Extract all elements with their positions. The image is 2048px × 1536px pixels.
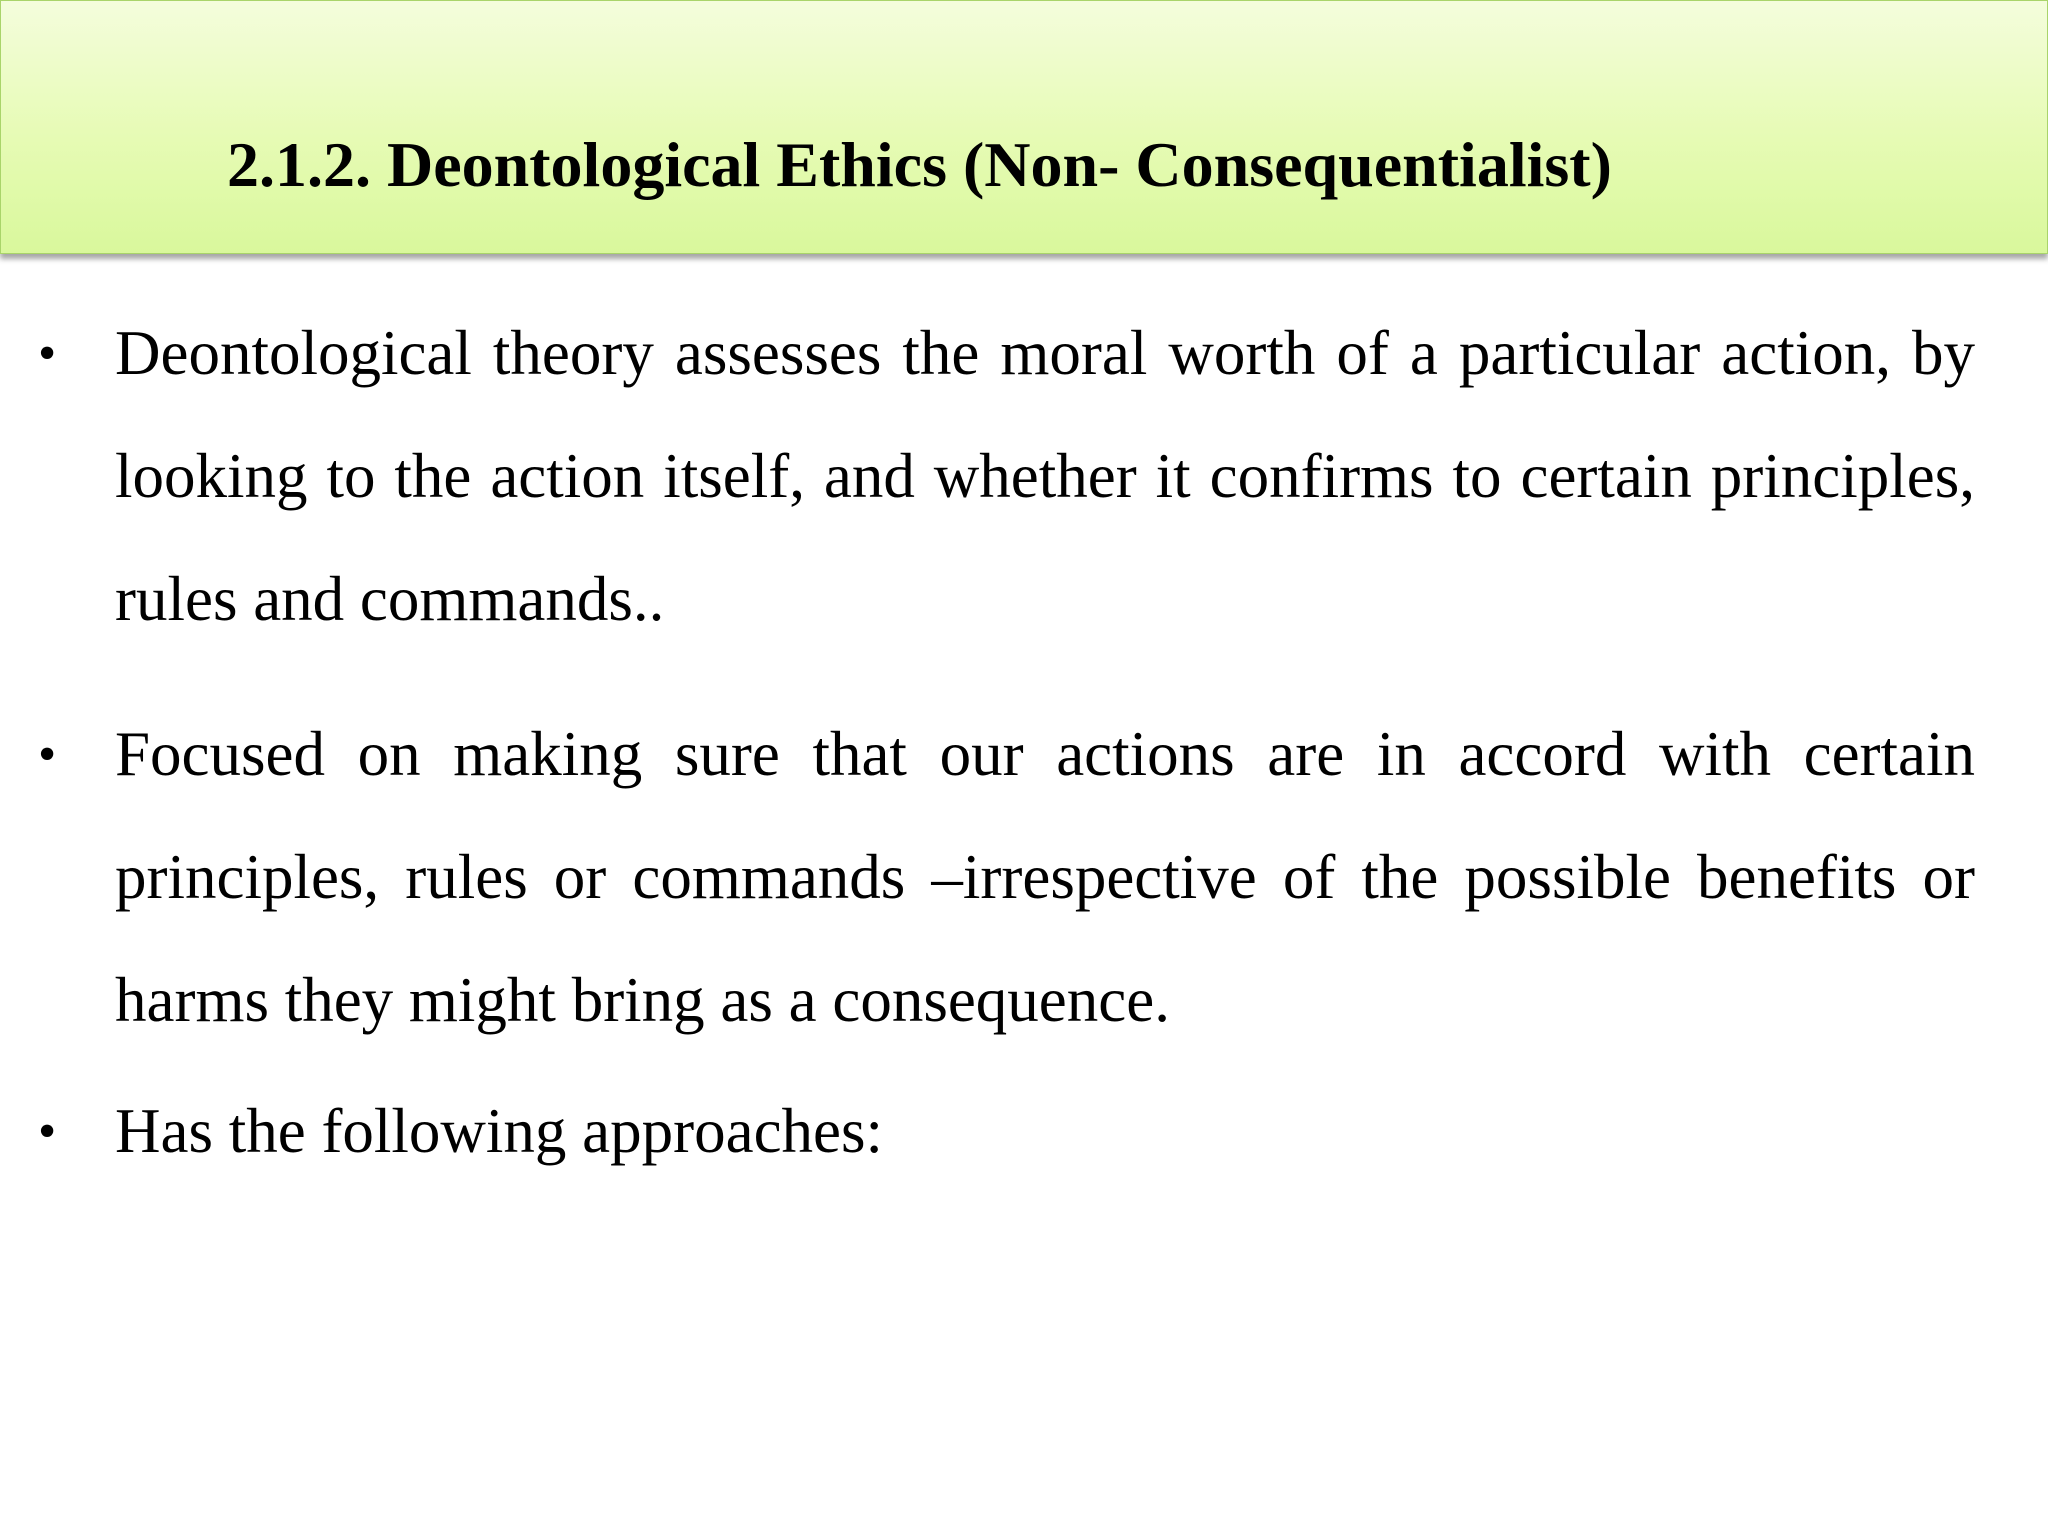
- title-banner: [0, 0, 2048, 254]
- bullet-marker-icon: •: [38, 325, 57, 382]
- bullet-text: Has the following approaches:: [115, 1096, 884, 1166]
- bullet-item: [0, 1070, 2048, 1193]
- bullet-item: [0, 693, 2048, 1062]
- bullet-text: Deontological theory assesses the moral worth of a particular action, by looking to the action itself, and whether it confirms to certain principles, rules and commands..: [115, 318, 1975, 634]
- bullet-marker-icon: •: [38, 1103, 57, 1160]
- bullet-marker-icon: •: [38, 726, 57, 783]
- bullet-text: Focused on making sure that our actions are in accord with certain principles, rules or commands –irrespective of the possible benefits or harms they might bring as a consequence.: [115, 719, 1975, 1035]
- bullet-item: [0, 292, 2048, 661]
- slide-title: 2.1.2. Deontological Ethics (Non- Consequentialist): [227, 129, 1612, 200]
- bullet-list: [0, 292, 2048, 1193]
